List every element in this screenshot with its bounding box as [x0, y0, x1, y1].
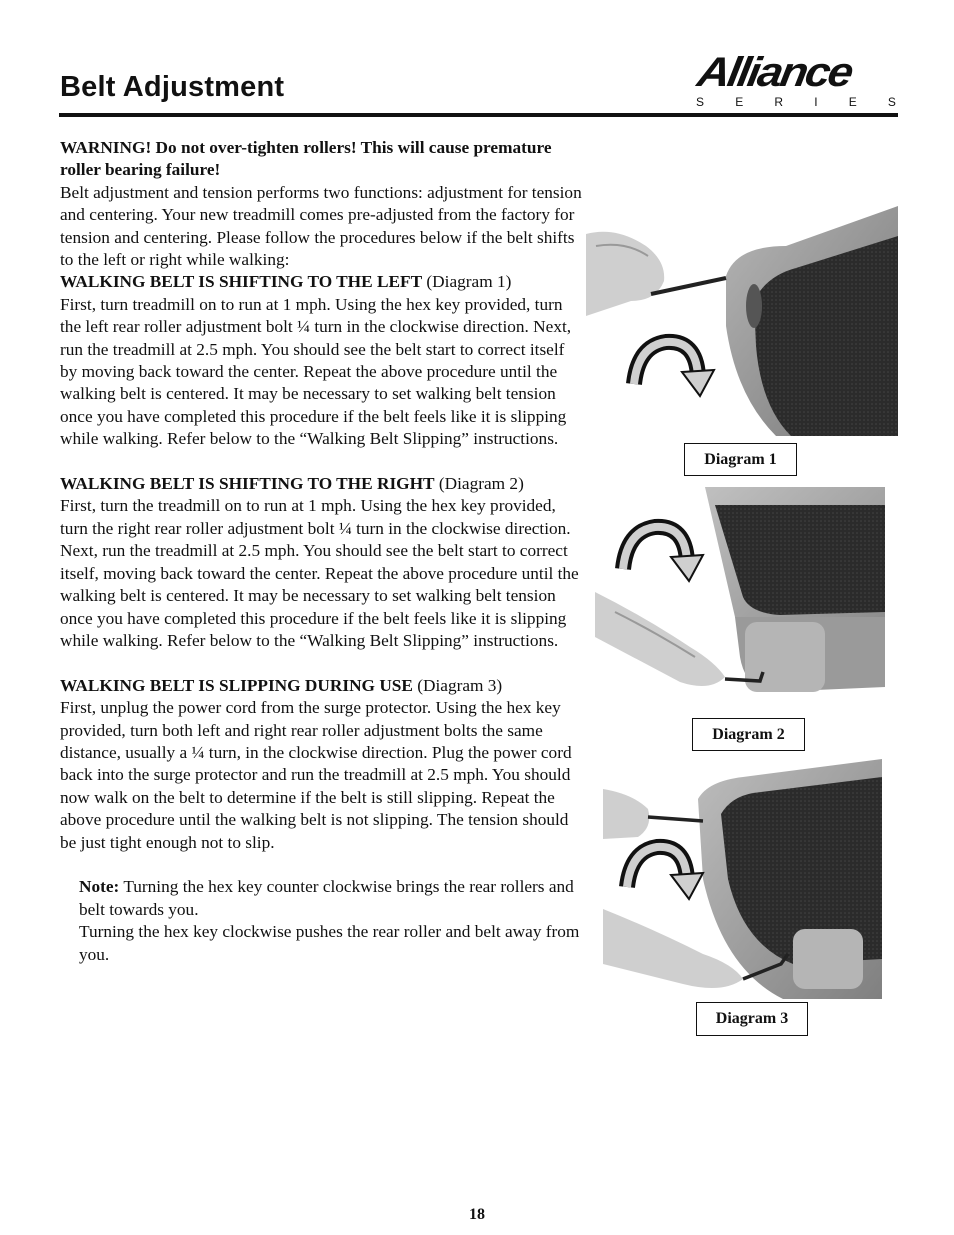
page-title: Belt Adjustment [60, 71, 285, 103]
header-rule [59, 113, 898, 117]
clockwise-arrow-icon [627, 847, 703, 899]
section-slipping-heading: WALKING BELT IS SLIPPING DURING USE [60, 675, 413, 695]
section-right-heading: WALKING BELT IS SHIFTING TO THE RIGHT [60, 474, 435, 494]
diagram-2-photo [595, 487, 885, 710]
section-left-text: First, turn treadmill on to run at 1 mph. Using the hex key provided, turn the left rear roller adjustment bolt ¼ turn in the clockwise direction. Next, run the treadmill at 2.5 mph. You should see the belt start to correct itself by moving back toward the center. Repeat the above procedure until the walking belt is centered. It may be necessary to set walking belt tension once you have completed this procedure if the belt feels like it is slipping while walking. Refer below to the “Walking Belt Slipping” instructions. [60, 294, 572, 449]
diagram-1-label: Diagram 1 [684, 443, 797, 476]
section-left [60, 271, 582, 450]
section-right-text: First, turn the treadmill on to run at 1 mph. Using the hex key provided, turn the right rear roller adjustment bolt ¼ turn in the clockwise direction. Next, run the treadmill at 2.5 mph. You should see the belt start to correct itself, moving back toward the center. Repeat the above procedure until the walking belt is centered. It may be necessary to set walking belt tension once you have completed this procedure if the belt feels like it is slipping while walking. Refer below to the “Walking Belt Slipping” instructions. [60, 496, 579, 650]
note-block [79, 876, 582, 966]
logo-series-letter: E [848, 95, 857, 109]
diagram-3-label: Diagram 3 [696, 1002, 808, 1036]
page-number: 18 [469, 1206, 485, 1223]
alliance-series-logo [690, 50, 900, 112]
section-right [60, 473, 582, 652]
clockwise-arrow-icon [623, 527, 703, 581]
warning-text: WARNING! Do not over-tighten rollers! This will cause premature roller bearing failure! [60, 138, 552, 180]
logo-series-letter: E [735, 95, 744, 109]
section-slipping [60, 675, 582, 854]
logo-series-letter: I [814, 95, 818, 109]
section-right-ref: (Diagram 2) [434, 474, 524, 494]
logo-series-letters [696, 95, 896, 109]
section-slipping-ref: (Diagram 3) [412, 675, 503, 695]
diagram-3-photo [603, 759, 882, 999]
logo-series-letter: S [696, 95, 705, 109]
note-text-1: Turning the hex key counter clockwise brings the rear rollers and belt towards you. [79, 877, 574, 919]
note-label: Note: [79, 877, 120, 897]
logo-series-letter: S [887, 95, 896, 109]
section-left-ref: (Diagram 1) [422, 272, 512, 292]
logo-series-letter: R [774, 95, 784, 109]
section-slipping-text: First, unplug the power cord from the surge protector. Using the hex key provided, turn both left and right rear roller adjustment bolts the same distance, usually a ¼ turn, in the clockwise direction. Plug the power cord back into the surge protector and run the treadmill at 2.5 mph. You should now walk on the belt to determine if the belt is still slipping. Repeat the above procedure until the walking belt is not slipping. The tension should be just tight enough not to slip. [60, 698, 572, 852]
logo-wordmark: Alliance [694, 48, 856, 96]
instructions-text [60, 137, 582, 966]
intro-text: Belt adjustment and tension performs two functions: adjustment for tension and centering. Your new treadmill comes pre-adjusted from the factory for tension and centering. Please follow the procedures below if the belt shifts to the left or right while walking: [60, 182, 582, 270]
clockwise-arrow-icon [634, 342, 714, 396]
diagram-1-photo [586, 206, 898, 436]
section-left-heading: WALKING BELT IS SHIFTING TO THE LEFT [60, 272, 423, 292]
diagram-2-label: Diagram 2 [692, 718, 805, 751]
note-text-2: Turning the hex key clockwise pushes the rear roller and belt away from you. [79, 922, 580, 964]
